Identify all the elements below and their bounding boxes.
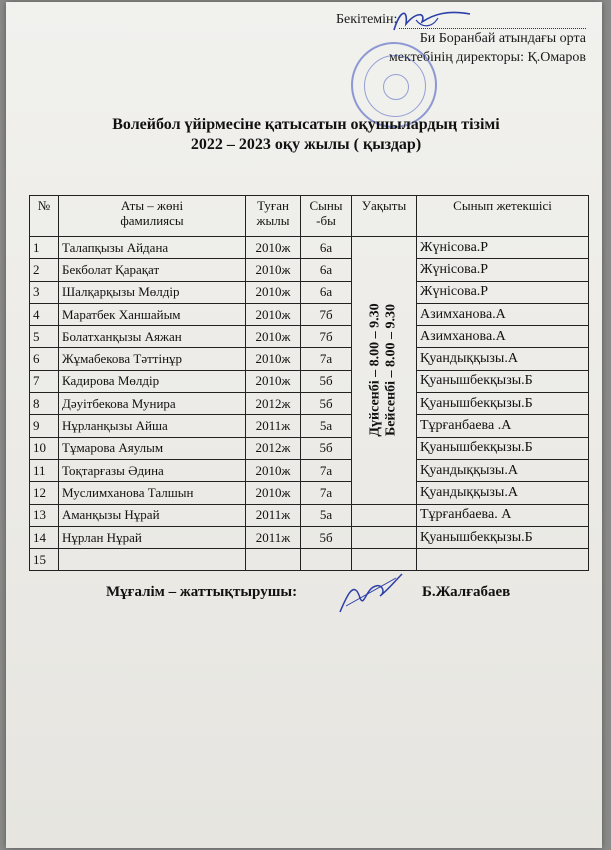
header-name-line-1: Аты – жөні xyxy=(120,198,184,213)
cell-class: 5а xyxy=(301,415,352,437)
cell-name: Тоқтарғазы Әдина xyxy=(59,459,246,481)
table-row xyxy=(30,526,589,548)
header-class-line-1: Сыны xyxy=(309,198,343,213)
table-row xyxy=(30,281,589,303)
cell-teacher: Азимханова.А xyxy=(417,303,589,325)
header-class xyxy=(301,196,352,237)
footer-teacher-name: Б.Жалғабаев xyxy=(422,584,511,600)
cell-name: Бекболат Қарақат xyxy=(59,259,246,281)
approval-director: мектебінің директоры: Қ.Омаров xyxy=(388,50,586,65)
footer-label: Мұғалім – жаттықтырушы: xyxy=(106,584,298,600)
cell-teacher: Жүнісова.Р xyxy=(417,259,589,281)
cell-year: 2011ж xyxy=(246,504,301,526)
cell-num: 3 xyxy=(30,281,59,303)
cell-name: Кадирова Мөлдір xyxy=(59,370,246,392)
page-title xyxy=(46,115,566,155)
header-year-line-1: Туған xyxy=(257,198,289,213)
table-row xyxy=(30,549,589,571)
cell-year: 2010ж xyxy=(246,459,301,481)
cell-num: 13 xyxy=(30,504,59,526)
table-row xyxy=(30,326,589,348)
header-time: Уақыты xyxy=(352,196,417,237)
table-row xyxy=(30,459,589,481)
cell-class: 5а xyxy=(301,504,352,526)
cell-year: 2010ж xyxy=(246,281,301,303)
time-line-1: Дүйсенбі – 8.00 – 9.30 xyxy=(368,303,384,437)
cell-teacher: Қуандыққызы.А xyxy=(417,459,589,481)
cell-year: 2011ж xyxy=(246,526,301,548)
cell-name: Талапқызы Айдана xyxy=(59,237,246,259)
students-table xyxy=(29,195,589,571)
table-row xyxy=(30,504,589,526)
teacher-signature xyxy=(336,568,406,618)
cell-name: Дәуітбекова Мунира xyxy=(59,393,246,415)
cell-name: Нұрланқызы Айша xyxy=(59,415,246,437)
table-row xyxy=(30,482,589,504)
cell-class: 7а xyxy=(301,482,352,504)
cell-num: 10 xyxy=(30,437,59,459)
cell-teacher: Тұрғанбаева. А xyxy=(417,504,589,526)
document-sheet xyxy=(6,2,602,848)
cell-year xyxy=(246,549,301,571)
cell-class: 6а xyxy=(301,281,352,303)
cell-class: 5б xyxy=(301,437,352,459)
cell-name xyxy=(59,549,246,571)
cell-class: 6а xyxy=(301,237,352,259)
cell-name: Тұмарова Аяулым xyxy=(59,437,246,459)
title-line-1: Волейбол үйірмесіне қатысатын оқушылардың тізімі xyxy=(112,116,500,133)
cell-teacher: Жүнісова.Р xyxy=(417,237,589,259)
cell-num: 12 xyxy=(30,482,59,504)
cell-time-merged xyxy=(352,237,417,505)
cell-class: 7б xyxy=(301,326,352,348)
cell-num: 15 xyxy=(30,549,59,571)
cell-teacher: Қуандыққызы.А xyxy=(417,348,589,370)
cell-class: 5б xyxy=(301,370,352,392)
table-row xyxy=(30,303,589,325)
cell-teacher: Қуанышбекқызы.Б xyxy=(417,393,589,415)
table-row xyxy=(30,259,589,281)
title-line-2: 2022 – 2023 оқу жылы ( қыздар) xyxy=(190,136,422,153)
table-row xyxy=(30,348,589,370)
time-line-2: Бейсенбі – 8.00 – 9.30 xyxy=(384,304,400,437)
table-header-row xyxy=(30,196,589,237)
header-year xyxy=(246,196,301,237)
cell-name: Нұрлан Нұрай xyxy=(59,526,246,548)
cell-year: 2010ж xyxy=(246,303,301,325)
director-signature xyxy=(386,6,476,36)
cell-teacher: Қуанышбекқызы.Б xyxy=(417,526,589,548)
approval-label: Бекітемін: xyxy=(336,12,398,27)
cell-class: 7а xyxy=(301,348,352,370)
cell-teacher: Жүнісова.Р xyxy=(417,281,589,303)
header-class-line-2: -бы xyxy=(316,213,336,228)
cell-name: Шалқарқызы Мөлдір xyxy=(59,281,246,303)
cell-year: 2010ж xyxy=(246,370,301,392)
cell-num: 6 xyxy=(30,348,59,370)
header-name xyxy=(59,196,246,237)
cell-teacher: Қуандыққызы.А xyxy=(417,482,589,504)
cell-name: Аманқызы Нұрай xyxy=(59,504,246,526)
cell-year: 2010ж xyxy=(246,326,301,348)
header-teacher: Сынып жетекшісі xyxy=(417,196,589,237)
cell-name: Маратбек Ханшайым xyxy=(59,303,246,325)
cell-teacher xyxy=(417,549,589,571)
cell-year: 2011ж xyxy=(246,415,301,437)
header-year-line-2: жылы xyxy=(256,213,290,228)
cell-teacher: Қуанышбекқызы.Б xyxy=(417,370,589,392)
cell-year: 2010ж xyxy=(246,259,301,281)
cell-num: 5 xyxy=(30,326,59,348)
cell-year: 2012ж xyxy=(246,437,301,459)
table-row xyxy=(30,237,589,259)
cell-year: 2012ж xyxy=(246,393,301,415)
cell-num: 9 xyxy=(30,415,59,437)
table-row xyxy=(30,393,589,415)
table-row xyxy=(30,437,589,459)
cell-class: 5б xyxy=(301,526,352,548)
cell-class: 7б xyxy=(301,303,352,325)
cell-teacher: Қуанышбекқызы.Б xyxy=(417,437,589,459)
header-num: № xyxy=(30,196,59,237)
cell-year: 2010ж xyxy=(246,482,301,504)
cell-num: 2 xyxy=(30,259,59,281)
table-row xyxy=(30,415,589,437)
header-name-line-2: фамилиясы xyxy=(120,213,184,228)
table-row xyxy=(30,370,589,392)
cell-year: 2010ж xyxy=(246,348,301,370)
cell-teacher: Тұрғанбаева .А xyxy=(417,415,589,437)
approval-school: Би Боранбай атындағы орта xyxy=(419,31,586,46)
cell-num: 8 xyxy=(30,393,59,415)
cell-teacher: Азимханова.А xyxy=(417,326,589,348)
cell-year: 2010ж xyxy=(246,237,301,259)
cell-num: 4 xyxy=(30,303,59,325)
cell-time xyxy=(352,504,417,526)
cell-num: 1 xyxy=(30,237,59,259)
cell-time xyxy=(352,526,417,548)
cell-name: Болатханқызы Аяжан xyxy=(59,326,246,348)
cell-num: 7 xyxy=(30,370,59,392)
cell-num: 11 xyxy=(30,459,59,481)
cell-name: Муслимханова Талшын xyxy=(59,482,246,504)
cell-class: 5б xyxy=(301,393,352,415)
cell-num: 14 xyxy=(30,526,59,548)
cell-class: 7а xyxy=(301,459,352,481)
cell-name: Жұмабекова Тәттінұр xyxy=(59,348,246,370)
cell-class: 6а xyxy=(301,259,352,281)
